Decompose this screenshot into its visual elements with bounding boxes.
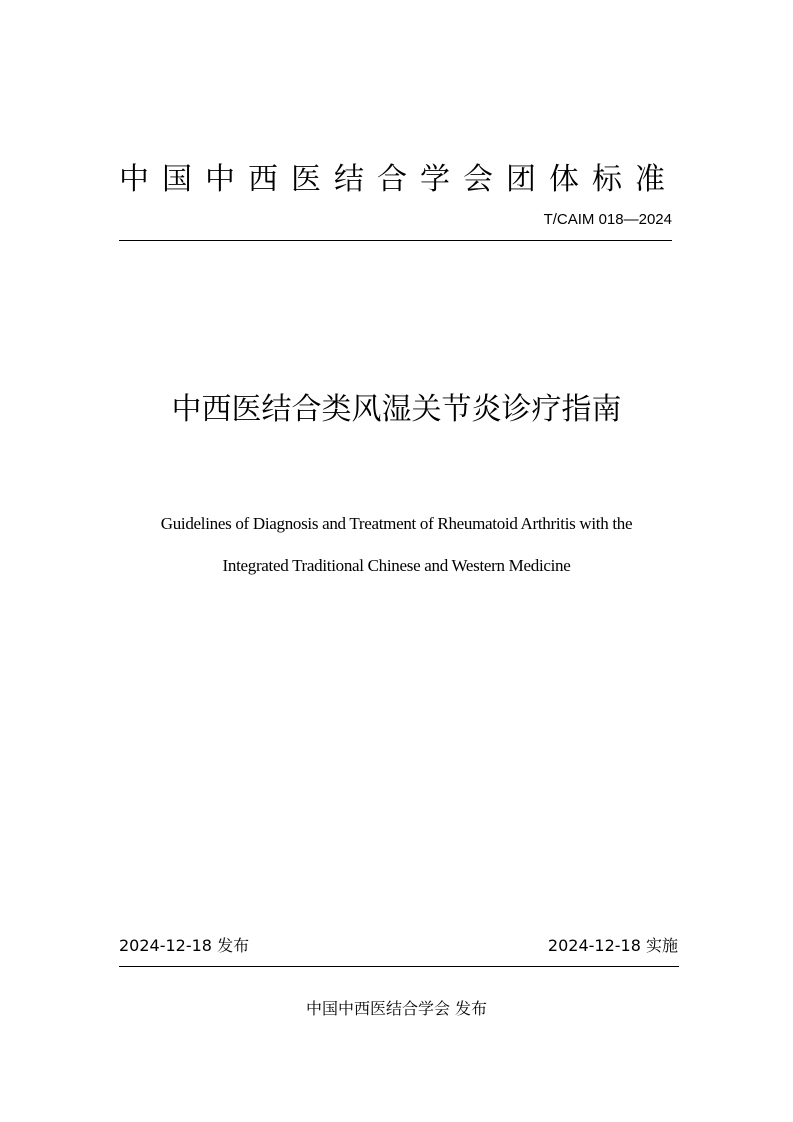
footer-divider bbox=[119, 966, 679, 967]
implementation-date: 2024-12-18 实施 bbox=[547, 936, 678, 955]
organization-standard-header: 中国中西医结合学会团体标准 bbox=[119, 162, 678, 197]
document-title-chinese: 中西医结合类风湿关节炎诊疗指南 bbox=[171, 392, 622, 427]
document-title-english-line2: Integrated Traditional Chinese and Western Medicine bbox=[222, 556, 571, 575]
header-divider bbox=[119, 240, 672, 241]
standard-code: T/CAIM 018—2024 bbox=[543, 211, 672, 228]
document-title-english-line1: Guidelines of Diagnosis and Treatment of Rheumatoid Arthritis with the bbox=[160, 514, 633, 533]
publisher: 中国中西医结合学会 发布 bbox=[305, 999, 488, 1018]
release-date: 2024-12-18 发布 bbox=[119, 936, 250, 955]
